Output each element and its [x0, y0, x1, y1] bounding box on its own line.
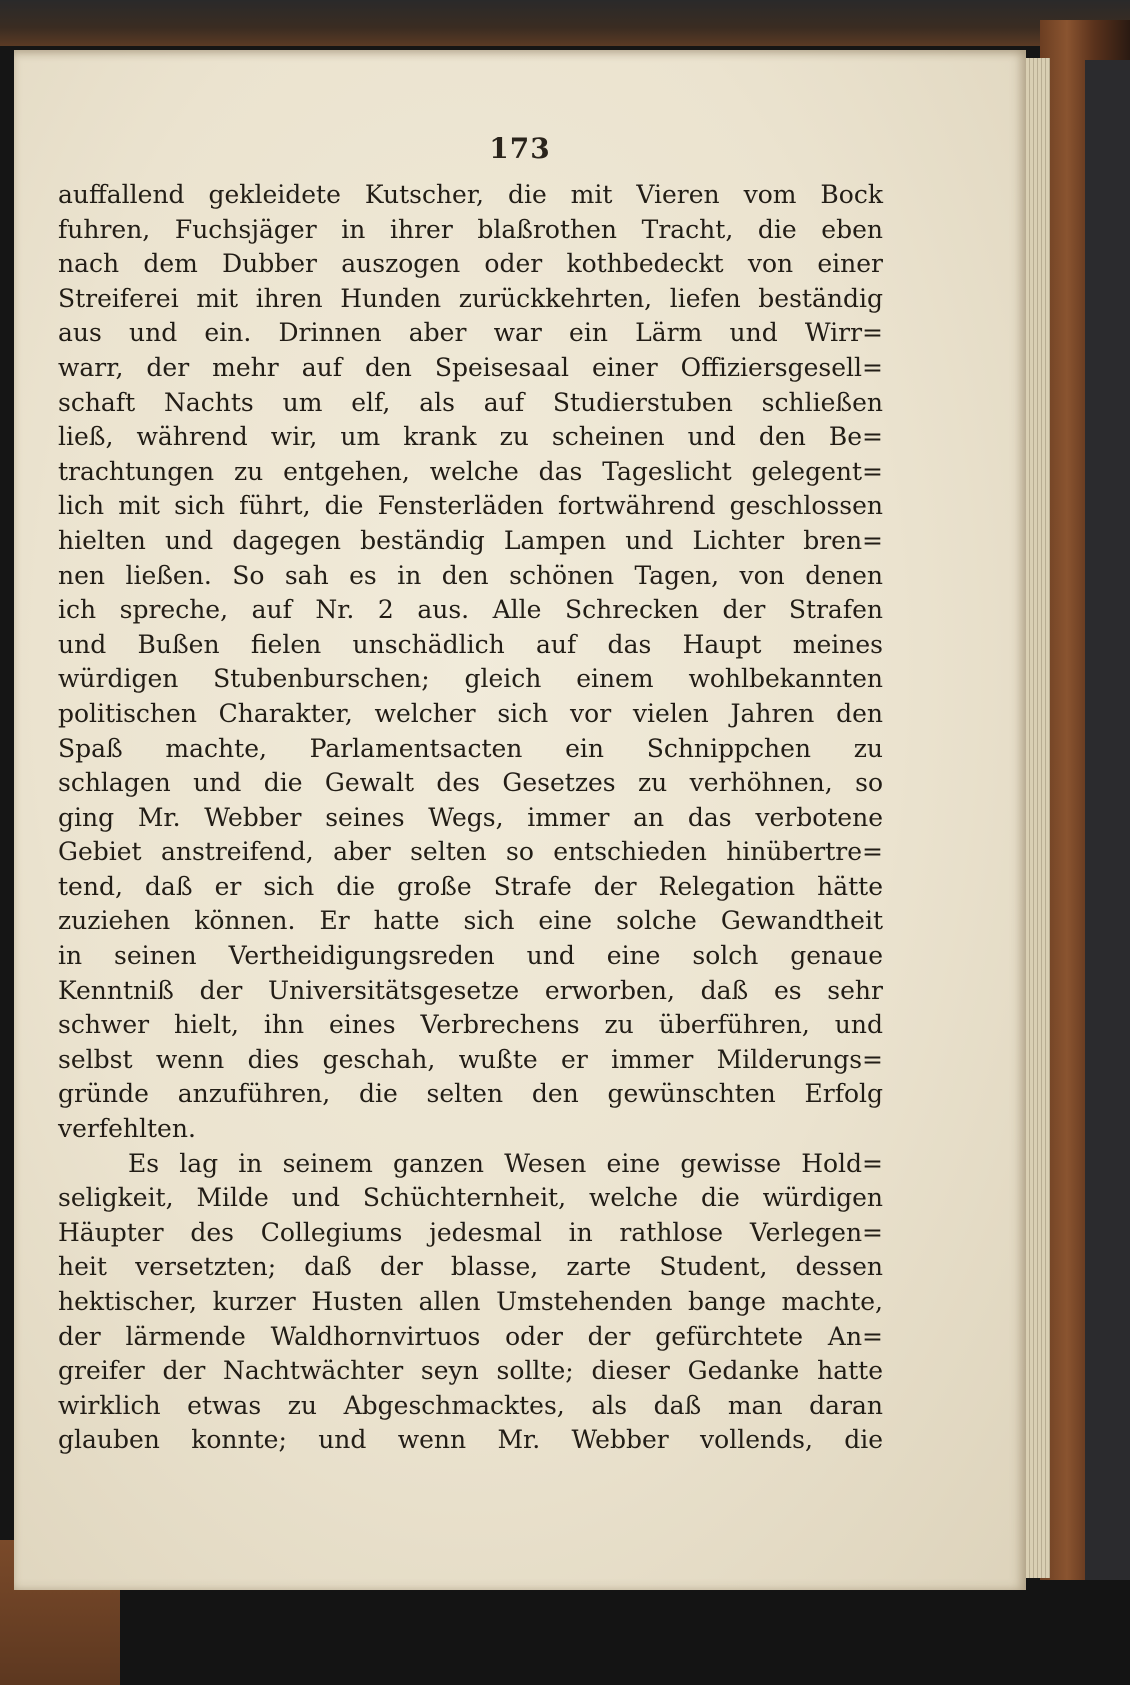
text-line: trachtungen zu entgehen, welche das Tageslicht gelegent= [58, 456, 883, 486]
text-line: politischen Charakter, welcher sich vor vielen Jahren den [58, 698, 883, 728]
text-line: hektischer, kurzer Husten allen Umstehenden bange machte, [58, 1287, 883, 1316]
book-binding-top [0, 0, 1130, 46]
text-line: auffallend gekleidete Kutscher, die mit Vieren vom Bock [58, 180, 883, 209]
text-line: nen ließen. So sah es in den schönen Tagen, von denen [58, 560, 883, 590]
text-line: heit versetzten; daß der blasse, zarte Student, dessen [58, 1252, 883, 1282]
text-line: wirklich etwas zu Abgeschmacktes, als daß man daran [58, 1390, 883, 1420]
text-line: ließ, während wir, um krank zu scheinen und den Be= [58, 422, 883, 452]
text-line: schwer hielt, ihn eines Verbrechens zu überführen, und [58, 1010, 883, 1040]
book-spine-edge [1085, 60, 1130, 1580]
text-line: schlagen und die Gewalt des Gesetzes zu verhöhnen, so [58, 768, 883, 798]
text-line: der lärmende Waldhornvirtuos oder der gefürchtete An= [58, 1321, 883, 1351]
text-line: würdigen Stubenburschen; gleich einem wohlbekannten [58, 664, 883, 694]
text-line: und Bußen fielen unschädlich auf das Haupt meines [58, 629, 883, 659]
text-line: Gebiet anstreifend, aber selten so entschieden hinübertre= [58, 837, 883, 867]
body-text [58, 178, 883, 1458]
text-line: Spaß machte, Parlamentsacten ein Schnippchen zu [58, 733, 883, 763]
text-line: hielten und dagegen beständig Lampen und Lichter bren= [58, 525, 883, 555]
text-line: ich spreche, auf Nr. 2 aus. Alle Schrecken der Strafen [58, 595, 883, 625]
text-line: tend, daß er sich die große Strafe der Relegation hätte [58, 871, 883, 901]
text-line: nach dem Dubber auszogen oder kothbedeckt von einer [58, 249, 883, 279]
text-line: warr, der mehr auf den Speisesaal einer Offiziersgesell= [58, 352, 883, 382]
text-line: fuhren, Fuchsjäger in ihrer blaßrothen Tracht, die eben [58, 214, 883, 244]
scan-background-bottom [0, 1580, 1130, 1685]
text-line: ging Mr. Webber seines Wegs, immer an das verbotene [58, 802, 883, 832]
text-line: gründe anzuführen, die selten den gewünschten Erfolg [58, 1079, 883, 1109]
text-line: zuziehen können. Er hatte sich eine solche Gewandtheit [58, 906, 883, 936]
text-line: selbst wenn dies geschah, wußte er immer Milderungs= [58, 1044, 883, 1074]
text-line: schaft Nachts um elf, als auf Studierstuben schließen [58, 387, 883, 417]
book-page [14, 50, 1026, 1590]
text-line: Kenntniß der Universitätsgesetze erworben, daß es sehr [58, 975, 883, 1005]
text-line: glauben konnte; und wenn Mr. Webber vollends, die [58, 1425, 883, 1455]
text-line: Häupter des Collegiums jedesmal in rathlose Verlegen= [58, 1217, 883, 1247]
text-line: aus und ein. Drinnen aber war ein Lärm und Wirr= [58, 318, 883, 348]
text-line: Streiferei mit ihren Hunden zurückkehrten, liefen beständig [58, 283, 883, 313]
text-line: Es lag in seinem ganzen Wesen eine gewisse Hold= [128, 1148, 883, 1178]
page-number: 173 [489, 132, 551, 165]
text-line: in seinen Vertheidigungsreden und eine solch genaue [58, 941, 883, 971]
text-line: verfehlten. [58, 1114, 196, 1144]
text-line: seligkeit, Milde und Schüchternheit, welche die würdigen [58, 1183, 883, 1213]
text-line: lich mit sich führt, die Fensterläden fortwährend geschlossen [58, 491, 883, 521]
text-line: greifer der Nachtwächter seyn sollte; dieser Gedanke hatte [58, 1356, 883, 1386]
